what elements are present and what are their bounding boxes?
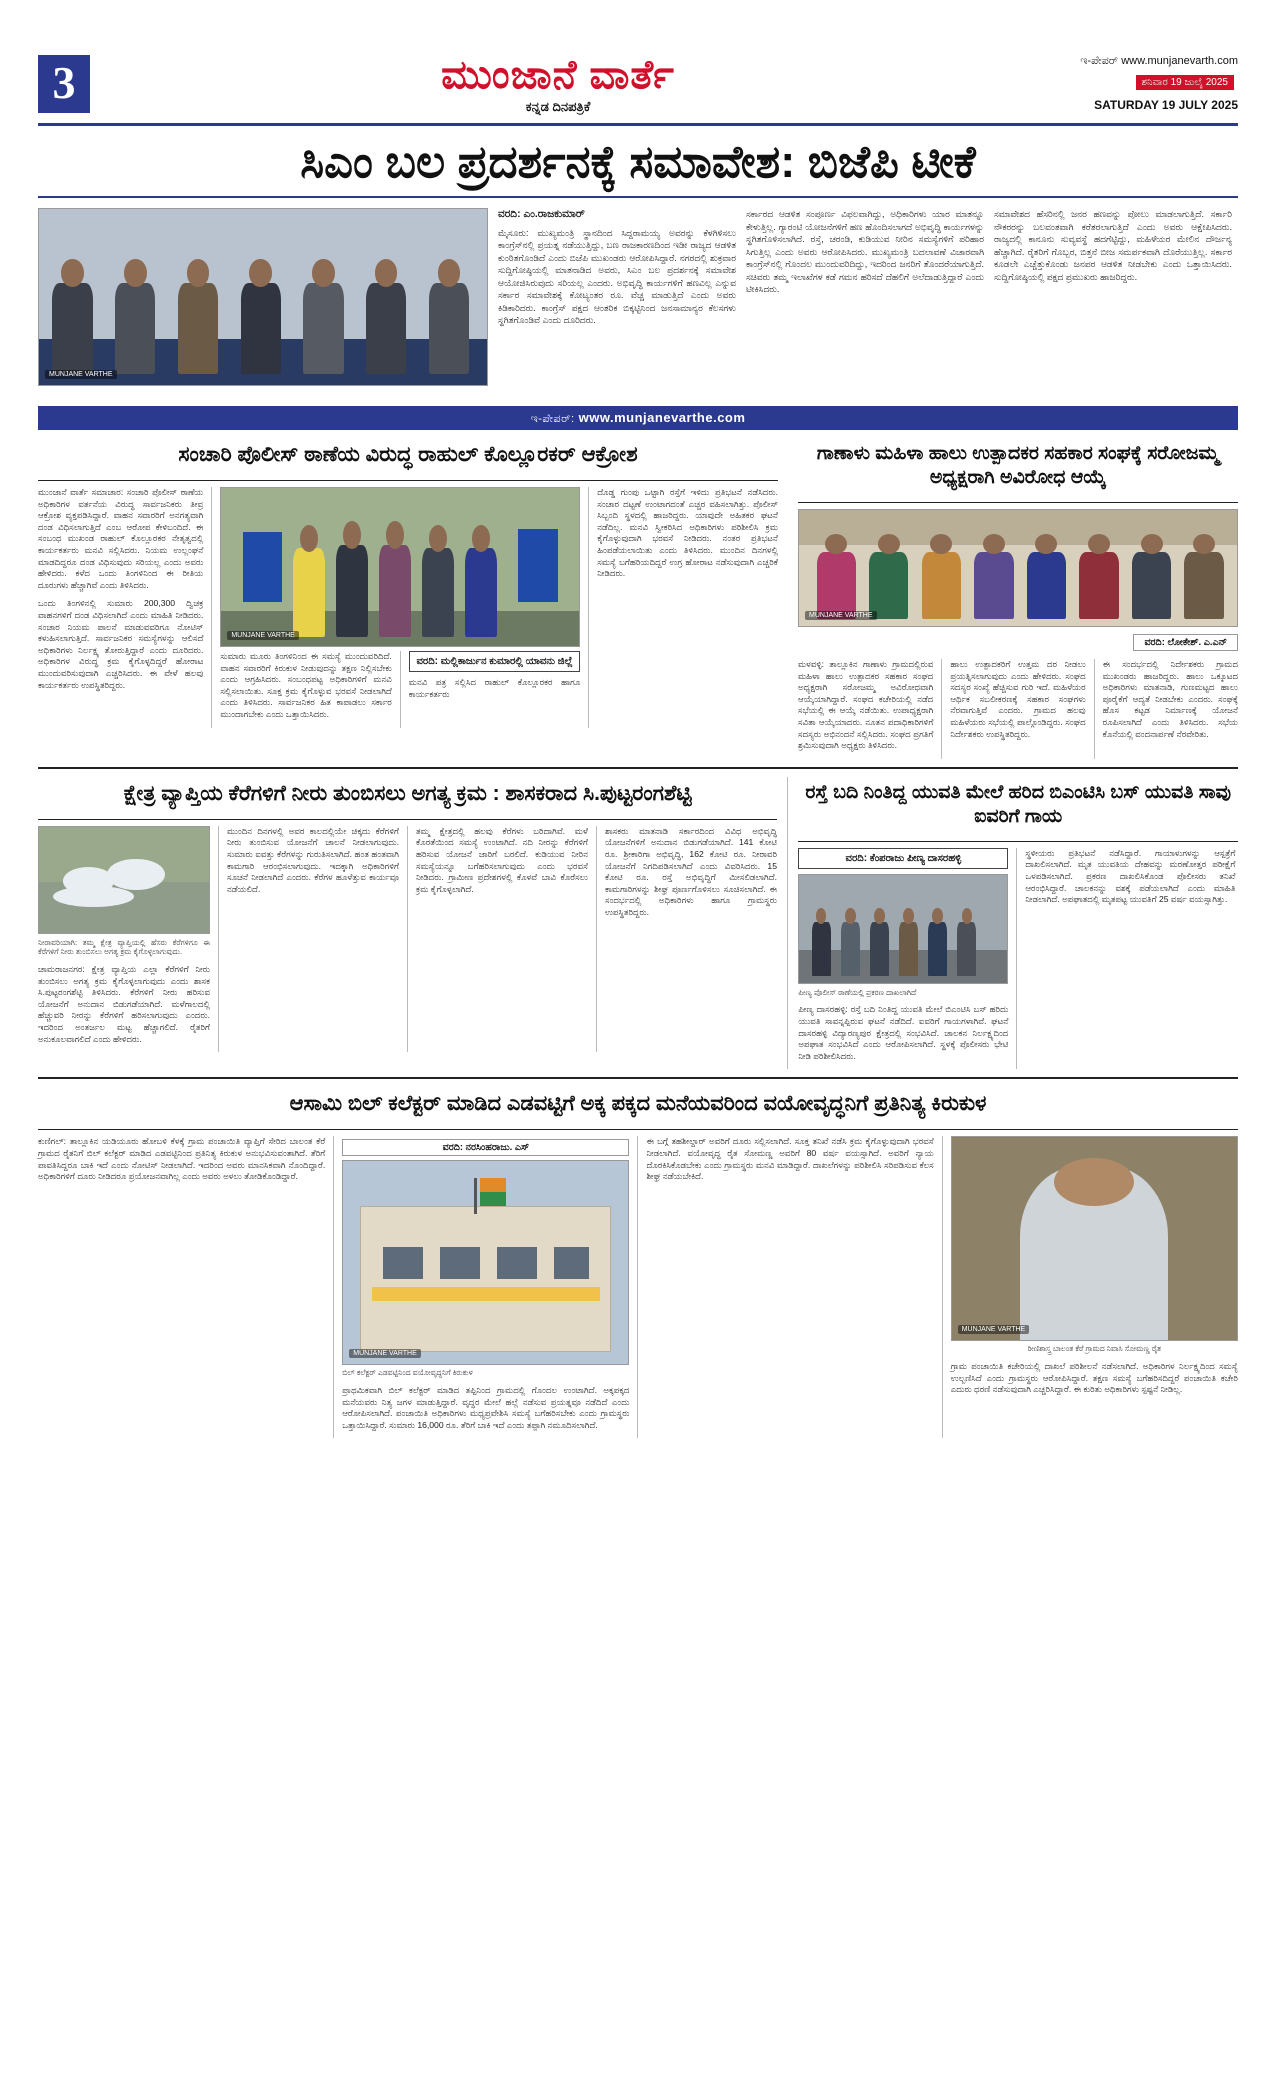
story6-col-3 <box>646 1136 933 1438</box>
photo-watermark: MUNJANE VARTHE <box>958 1325 1030 1334</box>
story4-photo <box>38 826 210 934</box>
story3-columns <box>798 659 1238 759</box>
story2-text-4: ದೊಡ್ಡ ಗುಂಪು ಒಟ್ಟಾಗಿ ರಸ್ತೆಗೆ ಇಳಿದು ಪ್ರತಿಭಟನೆ ನಡೆಸಿದರು. ಸಂಚಾರ ದಟ್ಟಣೆ ಉಂಟಾಗದಂತೆ ಎಚ್ಚರ ವಹಿಸಲಾಗಿತ್ತು. ಪೊಲೀಸ್ ಸಿಬ್ಬಂದಿ ಸ್ಥಳದಲ್ಲಿ ಹಾಜರಿದ್ದರು. ಯಾವುದೇ ಅಹಿತಕರ ಘಟನೆ ನಡೆದಿಲ್ಲ. ಮನವಿ ಸ್ವೀಕರಿಸಿದ ಅಧಿಕಾರಿಗಳು ಪರಿಶೀಲಿಸಿ ಕ್ರಮ ಕೈಗೊಳ್ಳುವುದಾಗಿ ಭರವಸೆ ನೀಡಿದರು. ನಂತರ ಪ್ರತಿಭಟನೆ ಹಿಂಪಡೆಯಲಾಯಿತು ಎಂದು ತಿಳಿಸಿದರು. ಮುಂದಿನ ದಿನಗಳಲ್ಲಿ ಸಮಸ್ಯೆ ಬಗೆಹರಿಯದಿದ್ದರೆ ಉಗ್ರ ಹೋರಾಟ ನಡೆಸುವುದಾಗಿ ಎಚ್ಚರಿಕೆ ನೀಡಿದರು. <box>597 487 779 579</box>
story5-text-1: ಪೀಣ್ಯ ದಾಸರಹಳ್ಳಿ: ರಸ್ತೆ ಬದಿ ನಿಂತಿದ್ದ ಯುವತಿ ಮೇಲೆ ಬಿಎಂಟಿಸಿ ಬಸ್ ಹರಿದು ಯುವತಿ ಸಾವನ್ನಪ್ಪಿರುವ ಘಟನೆ ನಡೆದಿದೆ. ಐವರಿಗೆ ಗಾಯಗಳಾಗಿವೆ. ಘಟನೆ ದಾಸರಹಳ್ಳಿ ವಿದ್ಯಾರಣ್ಯಪುರ ಕ್ಷೇತ್ರದಲ್ಲಿ ಸಂಭವಿಸಿದೆ. ಚಾಲಕನ ನಿರ್ಲಕ್ಷ್ಯದಿಂದ ಅಪಘಾತ ಸಂಭವಿಸಿದೆ ಎಂದು ಆರೋಪಿಸಲಾಗಿದೆ. ಸ್ಥಳಕ್ಕೆ ಪೊಲೀಸರು ಭೇಟಿ ನೀಡಿ ಪರಿಶೀಲಿಸಿದರು. <box>798 1004 1009 1061</box>
lead-rule <box>38 196 1238 198</box>
url-strip-label: ಇ-ಪೇಪರ್: <box>530 413 575 425</box>
story6-credit: ವರದಿ: ನರಸಿಂಹರಾಜು. ಎಸ್ <box>342 1139 629 1156</box>
story5-credit: ವರದಿ: ಕೆಂಪರಾಜು ಪೀಣ್ಯ ದಾಸರಹಳ್ಳಿ <box>798 848 1008 869</box>
story5-columns <box>798 848 1238 1070</box>
story6-col-1 <box>38 1136 325 1438</box>
story5-photo-caption: ಪೀಣ್ಯ ಪೊಲೀಸ್ ಠಾಣೆಯಲ್ಲಿ ಪ್ರಕರಣ ದಾಖಲಾಗಿದೆ <box>798 987 917 997</box>
story6-photo-caption-left: ಬಿಲ್ ಕಲೆಕ್ಟರ್ ಎಡವಟ್ಟಿನಿಂದ ವಯೋವೃದ್ಧನಿಗೆ ಕಿರುಕುಳ <box>342 1368 473 1378</box>
story3-col-1 <box>798 659 933 759</box>
publication-title: ಮುಂಜಾನೆ ವಾರ್ತೆ <box>441 53 675 97</box>
masthead-meta <box>908 55 1238 112</box>
newspaper-page <box>38 55 1238 2045</box>
story-milk-society <box>798 438 1238 759</box>
lead-story <box>38 208 1238 398</box>
story2-text-3: ಸುಮಾರು ಮೂರು ತಿಂಗಳಿನಿಂದ ಈ ಸಮಸ್ಯೆ ಮುಂದುವರಿದಿದೆ. ವಾಹನ ಸವಾರರಿಗೆ ಕಿರುಕುಳ ನೀಡುವುದನ್ನು ತಕ್ಷಣ ನಿಲ್ಲಿಸಬೇಕು ಎಂದು ಆಗ್ರಹಿಸಿದರು. ಸಂಬಂಧಪಟ್ಟ ಅಧಿಕಾರಿಗಳಿಗೆ ಮನವಿ ಸಲ್ಲಿಸಲಾಯಿತು. ಸೂಕ್ತ ಕ್ರಮ ಕೈಗೊಳ್ಳುವ ಭರವಸೆ ನೀಡಲಾಗಿದೆ ಎಂದು ತಿಳಿಸಿದರು. ಸಾರ್ವಜನಿಕರ ಹಿತ ಕಾಪಾಡಲು ಸರ್ಕಾರ ಮುಂದಾಗಬೇಕು ಎಂದು ಒತ್ತಾಯಿಸಿದರು. <box>220 651 392 719</box>
story5-col-2 <box>1025 848 1235 1070</box>
epaper-line <box>908 55 1238 68</box>
lead-column-2 <box>746 208 984 398</box>
story6-text-3: ಈ ಬಗ್ಗೆ ತಹಶೀಲ್ದಾರ್ ಅವರಿಗೆ ದೂರು ಸಲ್ಲಿಸಲಾಗಿದೆ. ಸೂಕ್ತ ತನಿಖೆ ನಡೆಸಿ ಕ್ರಮ ಕೈಗೊಳ್ಳುವುದಾಗಿ ಭರವಸೆ ನೀಡಲಾಗಿದೆ. ವಯೋವೃದ್ಧ ರೈತ ಸೋಮಣ್ಣ ಅವರಿಗೆ 80 ವರ್ಷ ವಯಸ್ಸಾಗಿದೆ. ಅವರಿಗೆ ನ್ಯಾಯ ದೊರಕಿಸಿಕೊಡಬೇಕು ಎಂದು ಗ್ರಾಮಸ್ಥರು ಮನವಿ ಮಾಡಿದ್ದಾರೆ. ದಾಖಲೆಗಳನ್ನು ಪರಿಶೀಲಿಸಿ ಸರಿಪಡಿಸುವ ಕೆಲಸ ಶೀಘ್ರ ನಡೆಯಬೇಕಿದೆ. <box>646 1136 934 1182</box>
story6-photo-building <box>342 1160 629 1365</box>
story4-col-3 <box>416 826 588 1052</box>
band-three <box>38 777 1238 1070</box>
story2-credit-col <box>409 651 581 728</box>
band-divider <box>38 767 1238 769</box>
story5-photo <box>798 874 1008 984</box>
masthead <box>38 55 1238 117</box>
divider <box>588 487 589 728</box>
publication-subtitle: ಕನ್ನಡ ದಿನಪತ್ರಿಕೆ <box>525 99 591 114</box>
story4-col-4 <box>605 826 777 1052</box>
date-kannada: ಶನಿವಾರ 19 ಜುಲೈ 2025 <box>1136 75 1234 90</box>
story6-text-1: ಕುಣಿಗಲ್: ತಾಲ್ಲೂಕಿನ ಯಡಿಯೂರು ಹೋಬಳಿ ಕೆಳಕ್ಕೆ ಗ್ರಾಮ ಪಂಚಾಯಿತಿ ವ್ಯಾಪ್ತಿಗೆ ಸೇರಿದ ಬಾಲಂತ ಕೆರೆ ಗ್ರಾಮದ ರೈತನಿಗೆ ಬಿಲ್ ಕಲೆಕ್ಟರ್ ಮಾಡಿದ ಎಡವಟ್ಟಿನಿಂದ ಪ್ರತಿನಿತ್ಯ ಕಿರುಕುಳ ಅನುಭವಿಸುವಂತಾಗಿದೆ. ತೆರಿಗೆ ಪಾವತಿಸಿದ್ದರೂ ಬಾಕಿ ಇದೆ ಎಂದು ನೋಟಿಸ್ ನೀಡಲಾಗಿದೆ. ಇದರಿಂದ ಅವರು ಮಾನಸಿಕವಾಗಿ ನೊಂದಿದ್ದಾರೆ. ಅಧಿಕಾರಿಗಳಿಗೆ ದೂರು ನೀಡಿದರೂ ಪ್ರಯೋಜನವಾಗಿಲ್ಲ ಎಂದು ಅವರು ಅಳಲು ತೋಡಿಕೊಂಡಿದ್ದಾರೆ. <box>38 1136 326 1182</box>
epaper-label: ಇ-ಪೇಪರ್ <box>1080 55 1119 67</box>
photo-watermark: MUNJANE VARTHE <box>227 631 299 640</box>
story3-rule <box>798 502 1238 503</box>
lead-column-3 <box>994 208 1232 398</box>
lead-column-1 <box>498 208 736 398</box>
story6-photo-block-left <box>342 1136 629 1438</box>
lead-photo <box>38 208 488 386</box>
story4-text-2: ಮುಂದಿನ ದಿನಗಳಲ್ಲಿ ಅವರ ಕಾಲದಲ್ಲಿಯೇ ಚಿಕ್ಕದು ಕೆರೆಗಳಿಗೆ ನೀರು ತುಂಬಿಸುವ ಯೋಜನೆಗೆ ಚಾಲನೆ ನೀಡಲಾಗುವುದು. ಸುಮಾರು ಐವತ್ತು ಕೆರೆಗಳನ್ನು ಗುರುತಿಸಲಾಗಿದೆ. ಹಂತ ಹಂತವಾಗಿ ಕಾಮಗಾರಿ ಆರಂಭಿಸಲಾಗುವುದು. ಇದಕ್ಕಾಗಿ ಅಧಿಕಾರಿಗಳಿಗೆ ಸೂಚನೆ ನೀಡಲಾಗಿದೆ ಎಂದರು. ಕೆರೆಗಳ ಹೂಳೆತ್ತುವ ಕಾರ್ಯವೂ ನಡೆಯಲಿದೆ. <box>227 825 399 894</box>
url-strip-url[interactable]: www.munjanevarthe.com <box>578 410 746 425</box>
story6-headline: ಆಸಾಮಿ ಬಿಲ್ ಕಲೆಕ್ಟರ್ ಮಾಡಿದ ಎಡವಟ್ಟಿಗೆ ಅಕ್ಕ ಪಕ್ಕದ ಮನೆಯವರಿಂದ ವಯೋವೃದ್ಧನಿಗೆ ಪ್ರತಿನಿತ್ಯ ಕಿರುಕುಳ <box>289 1092 987 1116</box>
story4-text-4: ಶಾಸಕರು ಮಾತನಾಡಿ ಸರ್ಕಾರದಿಂದ ವಿವಿಧ ಅಭಿವೃದ್ಧಿ ಯೋಜನೆಗಳಿಗೆ ಅನುದಾನ ಬಿಡುಗಡೆಯಾಗಿದೆ. 141 ಕೋಟಿ ರೂ. ಶ್ರೀಕಾರಿಗಾ ಅಭಿವೃದ್ಧಿ, 162 ಕೋಟಿ ರೂ. ನೀರಾವರಿ ಯೋಜನೆಗೆ ನಿಗದಿಪಡಿಸಲಾಗಿದೆ ಎಂದು ವಿವರಿಸಿದರು. 15 ಕೋಟಿ ರೂ. ರಸ್ತೆ ಅಭಿವೃದ್ಧಿಗೆ ಮೀಸಲಿಡಲಾಗಿದೆ. ಕಾಮಗಾರಿಗಳನ್ನು ಶೀಘ್ರ ಪೂರ್ಣಗೊಳಿಸಲು ಸೂಚಿಸಲಾಗಿದೆ. ಈ ಸಂದರ್ಭದಲ್ಲಿ ಅಧಿಕಾರಿಗಳು ಹಾಗೂ ಗ್ರಾಮಸ್ಥರು ಉಪಸ್ಥಿತರಿದ್ದರು. <box>605 825 777 917</box>
story3-text-2: ಹಾಲು ಉತ್ಪಾದಕರಿಗೆ ಉತ್ತಮ ದರ ನೀಡಲು ಪ್ರಯತ್ನಿಸಲಾಗುವುದು ಎಂದು ಹೇಳಿದರು. ಸಂಘದ ಸದಸ್ಯರ ಸಂಖ್ಯೆ ಹೆಚ್ಚಿಸುವ ಗುರಿ ಇದೆ. ಮಹಿಳೆಯರ ಆರ್ಥಿಕ ಸಬಲೀಕರಣಕ್ಕೆ ಸಹಕಾರ ಸಂಘಗಳು ನೆರವಾಗುತ್ತಿವೆ ಎಂದರು. ಗ್ರಾಮದ ಹಲವು ಮಹಿಳೆಯರು ಸಭೆಯಲ್ಲಿ ಪಾಲ್ಗೊಂಡಿದ್ದರು. ಸಂಘದ ನಿರ್ದೇಶಕರು ಉಪಸ್ಥಿತರಿದ್ದರು. <box>950 659 1086 739</box>
story5-text-2: ಸ್ಥಳೀಯರು ಪ್ರತಿಭಟನೆ ನಡೆಸಿದ್ದಾರೆ. ಗಾಯಾಳುಗಳನ್ನು ಆಸ್ಪತ್ರೆಗೆ ದಾಖಲಿಸಲಾಗಿದೆ. ಮೃತ ಯುವತಿಯ ದೇಹವನ್ನು ಮರಣೋತ್ತರ ಪರೀಕ್ಷೆಗೆ ಒಳಪಡಿಸಲಾಗಿದೆ. ಪ್ರಕರಣ ದಾಖಲಿಸಿಕೊಂಡ ಪೊಲೀಸರು ತನಿಖೆ ಆರಂಭಿಸಿದ್ದಾರೆ. ಚಾಲಕನನ್ನು ವಶಕ್ಕೆ ಪಡೆಯಲಾಗಿದೆ ಎಂದು ಮಾಹಿತಿ ನೀಡಲಾಗಿದೆ. ಅಪಘಾತದಲ್ಲಿ ಮೃತಪಟ್ಟ ಯುವತಿಗೆ 25 ವರ್ಷ ವಯಸ್ಸಾಗಿತ್ತು. <box>1025 847 1236 905</box>
story-lake-water <box>38 777 777 1070</box>
story4-headline: ಕ್ಷೇತ್ರ ವ್ಯಾಪ್ತಿಯ ಕೆರೆಗಳಿಗೆ ನೀರು ತುಂಬಿಸಲು ಅಗತ್ಯ ಕ್ರಮ : ಶಾಸಕರಾದ ಸಿ.ಪುಟ್ಟರಂಗಶೆಟ್ಟಿ <box>123 781 692 805</box>
story4-col-2 <box>227 826 399 1052</box>
lead-text-2: ಸರ್ಕಾರದ ಆಡಳಿತ ಸಂಪೂರ್ಣ ವಿಫಲವಾಗಿದ್ದು, ಅಧಿಕಾರಿಗಳು ಯಾರ ಮಾತನ್ನೂ ಕೇಳುತ್ತಿಲ್ಲ. ಗ್ಯಾರಂಟಿ ಯೋಜನೆಗಳಿಗೆ ಹಣ ಹೊಂದಿಸಲಾಗದೆ ಅಭಿವೃದ್ಧಿ ಕಾರ್ಯಗಳನ್ನು ಸ್ಥಗಿತಗೊಳಿಸಲಾಗಿದೆ. ರಸ್ತೆ, ಚರಂಡಿ, ಕುಡಿಯುವ ನೀರಿನ ಸಮಸ್ಯೆಗಳಿಗೆ ಪರಿಹಾರ ಸಿಗುತ್ತಿಲ್ಲ ಎಂದು ಅವರು ಆರೋಪಿಸಿದರು. ಮುಖ್ಯಮಂತ್ರಿ ಬದಲಾವಣೆ ವಿಚಾರವಾಗಿ ಕಾಂಗ್ರೆಸ್‌ನಲ್ಲಿ ಗೊಂದಲ ಮುಂದುವರಿದಿದ್ದು, ಇದರಿಂದ ಜನರಿಗೆ ತೊಂದರೆಯಾಗುತ್ತಿದೆ. ಸಚಿವರು ತಮ್ಮ ಇಲಾಖೆಗಳ ಕಡೆ ಗಮನ ಹರಿಸದೆ ದೆಹಲಿಗೆ ಅಲೆದಾಡುತ್ತಿದ್ದಾರೆ ಎಂದು ಟೀಕಿಸಿದರು. <box>746 209 984 294</box>
lead-text-3: ಸಮಾವೇಶದ ಹೆಸರಿನಲ್ಲಿ ಜನರ ಹಣವನ್ನು ಪೋಲು ಮಾಡಲಾಗುತ್ತಿದೆ. ಸರ್ಕಾರಿ ನೌಕರರನ್ನು ಬಲವಂತವಾಗಿ ಕರೆತರಲಾಗುತ್ತಿದೆ ಎಂದು ಅವರು ಆಕ್ಷೇಪಿಸಿದರು. ರಾಜ್ಯದಲ್ಲಿ ಕಾನೂನು ಸುವ್ಯವಸ್ಥೆ ಹದಗೆಟ್ಟಿದ್ದು, ಮಹಿಳೆಯರ ಮೇಲಿನ ದೌರ್ಜನ್ಯ ಹೆಚ್ಚಾಗಿದೆ. ರೈತರಿಗೆ ಗೊಬ್ಬರ, ಬಿತ್ತನೆ ಬೀಜ ಸಮರ್ಪಕವಾಗಿ ದೊರೆಯುತ್ತಿಲ್ಲ. ಸರ್ಕಾರ ಕೂಡಲೇ ಎಚ್ಚೆತ್ತುಕೊಂಡು ಜನಪರ ಆಡಳಿತ ನೀಡಬೇಕು ಎಂದು ಒತ್ತಾಯಿಸಿದರು. ಸುದ್ದಿಗೋಷ್ಠಿಯಲ್ಲಿ ಪಕ್ಷದ ಪ್ರಮುಖರು ಹಾಜರಿದ್ದರು. <box>994 209 1232 282</box>
story3-text-1: ಮಳವಳ್ಳಿ: ತಾಲ್ಲೂಕಿನ ಗಾಣಾಳು ಗ್ರಾಮದಲ್ಲಿರುವ ಮಹಿಳಾ ಹಾಲು ಉತ್ಪಾದಕರ ಸಹಕಾರ ಸಂಘದ ಅಧ್ಯಕ್ಷರಾಗಿ ಸರೋಜಮ್ಮ ಅವಿರೋಧವಾಗಿ ಆಯ್ಕೆಯಾಗಿದ್ದಾರೆ. ಸಂಘದ ಕಚೇರಿಯಲ್ಲಿ ನಡೆದ ಸಭೆಯಲ್ಲಿ ಈ ಆಯ್ಕೆ ನಡೆಯಿತು. ಉಪಾಧ್ಯಕ್ಷರಾಗಿ ಸವಿತಾ ಆಯ್ಕೆಯಾದರು. ನೂತನ ಪದಾಧಿಕಾರಿಗಳಿಗೆ ಸದಸ್ಯರು ಅಭಿನಂದನೆ ಸಲ್ಲಿಸಿದರು. ಸಂಘದ ಪ್ರಗತಿಗೆ ಶ್ರಮಿಸುವುದಾಗಿ ಅಧ್ಯಕ್ಷರು ತಿಳಿಸಿದರು. <box>798 659 934 751</box>
epaper-url-strip[interactable] <box>38 406 1238 430</box>
story4-text-1: ಚಾಮರಾಜನಗರ: ಕ್ಷೇತ್ರ ವ್ಯಾಪ್ತಿಯ ಎಲ್ಲಾ ಕೆರೆಗಳಿಗೆ ನೀರು ತುಂಬಿಸಲು ಅಗತ್ಯ ಕ್ರಮ ಕೈಗೊಳ್ಳಲಾಗುವುದು ಎಂದು ಶಾಸಕ ಸಿ.ಪುಟ್ಟರಂಗಶೆಟ್ಟಿ ತಿಳಿಸಿದರು. ಕೆರೆಗಳಿಗೆ ನೀರು ಹರಿಸುವ ಯೋಜನೆಗೆ ಅನುದಾನ ಬಿಡುಗಡೆಯಾಗಿದೆ. ಮಳೆಗಾಲದಲ್ಲಿ ಹೆಚ್ಚುವರಿ ನೀರನ್ನು ಕೆರೆಗಳಿಗೆ ಹರಿಸಲಾಗುವುದು ಎಂದರು. ಇದರಿಂದ ಅಂತರ್ಜಲ ಮಟ್ಟ ಹೆಚ್ಚಾಗಲಿದೆ. ರೈತರಿಗೆ ಅನುಕೂಲವಾಗಲಿದೆ ಎಂದು ಹೇಳಿದರು. <box>38 963 210 1044</box>
lead-byline: ವರದಿ: ಎಂ.ರಾಜಕುಮಾರ್ <box>498 208 585 220</box>
lead-text-1: ಮೈಸೂರು: ಮುಖ್ಯಮಂತ್ರಿ ಸ್ಥಾನದಿಂದ ಸಿದ್ದರಾಮಯ್ಯ ಅವರನ್ನು ಕೆಳಗಿಳಿಸಲು ಕಾಂಗ್ರೆಸ್‌ನಲ್ಲಿ ಪ್ರಯತ್ನ ನಡೆಯುತ್ತಿದ್ದು, ಬಣ ರಾಜಕಾರಣದಿಂದ ಇಡೀ ರಾಜ್ಯದ ಆಡಳಿತ ಕುಂಠಿತಗೊಂಡಿದೆ ಎಂದು ಬಿಜೆಪಿ ಮುಖಂಡರು ಆರೋಪಿಸಿದ್ದಾರೆ. ನಗರದಲ್ಲಿ ಶುಕ್ರವಾರ ಸುದ್ದಿಗೋಷ್ಠಿಯಲ್ಲಿ ಮಾತನಾಡಿದ ಅವರು, ಸಿಎಂ ಬಲ ಪ್ರದರ್ಶನಕ್ಕೆ ಸಮಾವೇಶ ಆಯೋಜಿಸಿರುವುದು ಸರಿಯಲ್ಲ ಎಂದರು. ಅಭಿವೃದ್ಧಿ ಕಾರ್ಯಗಳಿಗೆ ಹಣವಿಲ್ಲ ಎನ್ನುವ ಸರ್ಕಾರ ಸಮಾವೇಶಕ್ಕೆ ಕೋಟ್ಯಂತರ ರೂ. ವೆಚ್ಚ ಮಾಡುತ್ತಿದೆ ಎಂದು ಅವರು ಕಿಡಿಕಾರಿದರು. ಕಾಂಗ್ರೆಸ್ ಪಕ್ಷದ ಆಂತರಿಕ ಬಿಕ್ಕಟ್ಟಿನಿಂದ ಜನಸಾಮಾನ್ಯರ ಕೆಲಸಗಳು ಸ್ಥಗಿತಗೊಂಡಿವೆ ಎಂದು ದೂರಿದರು. <box>498 227 736 325</box>
band-two <box>38 438 1238 759</box>
story6-columns <box>38 1136 1238 1438</box>
story6-text-4: ಗ್ರಾಮ ಪಂಚಾಯಿತಿ ಕಚೇರಿಯಲ್ಲಿ ದಾಖಲೆ ಪರಿಶೀಲನೆ ನಡೆಸಲಾಗಿದೆ. ಅಧಿಕಾರಿಗಳ ನಿರ್ಲಕ್ಷ್ಯದಿಂದ ಸಮಸ್ಯೆ ಉಲ್ಬಣಿಸಿದೆ ಎಂದು ಗ್ರಾಮಸ್ಥರು ಆರೋಪಿಸಿದ್ದಾರೆ. ತಕ್ಷಣ ಸಮಸ್ಯೆ ಬಗೆಹರಿಸದಿದ್ದರೆ ಪಂಚಾಯಿತಿ ಕಚೇರಿ ಎದುರು ಧರಣಿ ನಡೆಸುವುದಾಗಿ ಎಚ್ಚರಿಸಿದ್ದಾರೆ. ಈ ಕುರಿತು ಅಧಿಕಾರಿಗಳು ಸ್ಪಷ್ಟನೆ ನೀಡಿಲ್ಲ. <box>950 1360 1238 1395</box>
divider <box>787 777 788 1070</box>
story2-photo-caption: ಮನವಿ ಪತ್ರ ಸಲ್ಲಿಸಿದ ರಾಹುಲ್ ಕೊಲ್ಲೂರಕರ ಹಾಗೂ ಕಾರ್ಯಕರ್ತರು <box>408 677 581 699</box>
story5-col-1 <box>798 848 1008 1070</box>
story6-photo-person <box>951 1136 1238 1341</box>
story2-col-4 <box>597 487 778 728</box>
story2-photo <box>220 487 580 647</box>
website-url[interactable]: www.munjanevarth.com <box>1121 55 1238 67</box>
story5-headline: ರಸ್ತೆ ಬದಿ ನಿಂತಿದ್ದ ಯುವತಿ ಮೇಲೆ ಹರಿದ ಬಿಎಂಟಿಸಿ ಬಸ್ ಯುವತಿ ಸಾವು ಐವರಿಗೆ ಗಾಯ <box>805 781 1232 827</box>
story2-headline: ಸಂಚಾರಿ ಪೊಲೀಸ್ ಠಾಣೆಯ ವಿರುದ್ಧ ರಾಹುಲ್ ಕೊಲ್ಲೂರಕರ್ ಆಕ್ರೋಶ <box>178 443 638 466</box>
divider <box>211 487 212 728</box>
story2-text-1: ಮುಂಜಾನೆ ವಾರ್ತೆ ಸಮಾಚಾರ: ಸಂಚಾರಿ ಪೊಲೀಸ್ ಠಾಣೆಯ ಅಧಿಕಾರಿಗಳ ವರ್ತನೆಯ ವಿರುದ್ಧ ಸಾರ್ವಜನಿಕರು ತೀವ್ರ ಆಕ್ರೋಶ ವ್ಯಕ್ತಪಡಿಸಿದ್ದಾರೆ. ವಾಹನ ಸವಾರರಿಗೆ ಅನಗತ್ಯವಾಗಿ ದಂಡ ವಿಧಿಸಲಾಗುತ್ತಿದೆ ಎಂಬ ಆರೋಪ ಕೇಳಿಬಂದಿದೆ. ಈ ಸಂಬಂಧ ಮುಖಂಡ ರಾಹುಲ್ ಕೊಲ್ಲೂರಕರ ನೇತೃತ್ವದಲ್ಲಿ ಕಾರ್ಯಕರ್ತರು ಮನವಿ ಸಲ್ಲಿಸಿದರು. ನಿಯಮ ಉಲ್ಲಂಘನೆ ಮಾಡದಿದ್ದರೂ ದಂಡ ವಿಧಿಸುವುದು ಸರಿಯಲ್ಲ ಎಂದು ಅವರು ಹೇಳಿದರು. ಕಳೆದ ಒಂದು ತಿಂಗಳಿನಿಂದ ಈ ರೀತಿಯ ದೂರುಗಳು ಹೆಚ್ಚಾಗಿವೆ ಎಂದು ತಿಳಿಸಿದರು. <box>38 487 204 590</box>
page-number: 3 <box>38 55 90 113</box>
story2-rule <box>38 480 778 481</box>
story2-col-2 <box>220 651 392 728</box>
story-traffic-police <box>38 438 778 759</box>
story6-rule <box>38 1129 1238 1130</box>
story2-photo-block <box>220 487 580 728</box>
story3-headline: ಗಾಣಾಳು ಮಹಿಳಾ ಹಾಲು ಉತ್ಪಾದಕರ ಸಹಕಾರ ಸಂಘಕ್ಕೆ ಸರೋಜಮ್ಮ ಅಧ್ಯಕ್ಷರಾಗಿ ಅವಿರೋಧ ಆಯ್ಕೆ <box>816 443 1220 488</box>
story-bill-collector <box>38 1087 1238 1438</box>
story3-col-2 <box>950 659 1085 759</box>
story3-photo <box>798 509 1238 627</box>
story2-credit: ವರದಿ: ಮಲ್ಲಿಕಾರ್ಜುನ ಕುಮಾರಲ್ಲಿ ಯಾವನು ಜಿಲ್ಲೆ <box>409 651 581 672</box>
story-bus-accident <box>798 777 1238 1070</box>
story3-text-3: ಈ ಸಂದರ್ಭದಲ್ಲಿ ನಿರ್ದೇಶಕರು ಗ್ರಾಮದ ಮುಖಂಡರು ಹಾಜರಿದ್ದರು. ಹಾಲು ಒಕ್ಕೂಟದ ಅಧಿಕಾರಿಗಳು ಮಾತನಾಡಿ, ಗುಣಮಟ್ಟದ ಹಾಲು ಪೂರೈಕೆಗೆ ಆದ್ಯತೆ ನೀಡಬೇಕು ಎಂದರು. ಸಂಘಕ್ಕೆ ಹೊಸ ಕಟ್ಟಡ ನಿರ್ಮಾಣಕ್ಕೆ ಯೋಜನೆ ರೂಪಿಸಲಾಗಿದೆ ಎಂದು ತಿಳಿಸಿದರು. ಸಭೆಯ ಕೊನೆಯಲ್ಲಿ ವಂದನಾರ್ಪಣೆ ನೆರವೇರಿತು. <box>1102 659 1239 739</box>
photo-watermark: MUNJANE VARTHE <box>805 611 877 620</box>
masthead-title-block <box>368 53 748 115</box>
story3-col-3 <box>1103 659 1238 759</box>
photo-watermark: MUNJANE VARTHE <box>349 1349 421 1358</box>
story4-photo-caption: ನೀರಾವರಿಯಾಗಿ: ತಮ್ಮ ಕ್ಷೇತ್ರ ವ್ಯಾಪ್ತಿಯಲ್ಲಿ ಹೆಸರು ಕೆರೆಗಳಿಗೂ ಈ ಕೆರೆಗಳಿಗೆ ನೀರು ತುಂಬಿಸಲು ಅಗತ್ಯ ಕ್ರಮ ಕೈಗೊಳ್ಳಲಾಗುವುದು. <box>38 937 210 957</box>
story4-col-1 <box>38 826 210 1052</box>
story4-rule <box>38 819 777 820</box>
story6-photo-block-right <box>951 1136 1238 1438</box>
story2-columns <box>38 487 778 728</box>
photo-watermark: MUNJANE VARTHE <box>45 370 117 379</box>
story6-photo-caption-right: ರೀಣಿಶಾಸ್ತ್ರ ಬಾಲಂತ ಕೆರೆ ಗ್ರಾಮದ ನಿವಾಸಿ ಸೋಮಣ್ಣ ರೈತ <box>1027 1344 1162 1354</box>
story2-col-1 <box>38 487 203 728</box>
story4-text-3: ತಮ್ಮ ಕ್ಷೇತ್ರದಲ್ಲಿ ಹಲವು ಕೆರೆಗಳು ಬರಿದಾಗಿವೆ. ಮಳೆ ಕೊರತೆಯಿಂದ ಸಮಸ್ಯೆ ಉಂಟಾಗಿದೆ. ನದಿ ನೀರನ್ನು ಕೆರೆಗಳಿಗೆ ಹರಿಸುವ ಯೋಜನೆ ಜಾರಿಗೆ ಬರಲಿದೆ. ಕುಡಿಯುವ ನೀರಿನ ಸಮಸ್ಯೆಯನ್ನೂ ಬಗೆಹರಿಸಲಾಗುವುದು ಎಂದು ಭರವಸೆ ನೀಡಿದರು. ಗ್ರಾಮೀಣ ಪ್ರದೇಶಗಳಲ್ಲಿ ಕೊಳವೆ ಬಾವಿ ಕೊರೆಸಲು ಕ್ರಮ ಕೈಗೊಳ್ಳಲಾಗಿದೆ. <box>416 825 588 894</box>
band-divider <box>38 1077 1238 1079</box>
date-english: SATURDAY 19 JULY 2025 <box>1094 98 1238 112</box>
story4-columns <box>38 826 777 1052</box>
story6-text-2: ಪ್ರಾಥಮಿಕವಾಗಿ ಬಿಲ್ ಕಲೆಕ್ಟರ್ ಮಾಡಿದ ತಪ್ಪಿನಿಂದ ಗ್ರಾಮದಲ್ಲಿ ಗೊಂದಲ ಉಂಟಾಗಿದೆ. ಅಕ್ಕಪಕ್ಕದ ಮನೆಯವರು ನಿತ್ಯ ಜಗಳ ಮಾಡುತ್ತಿದ್ದಾರೆ. ವೃದ್ಧರ ಮೇಲೆ ಹಲ್ಲೆ ನಡೆಸುವ ಪ್ರಯತ್ನವೂ ನಡೆದಿದೆ ಎಂದು ಆರೋಪಿಸಲಾಗಿದೆ. ಪಂಚಾಯಿತಿ ಅಧಿಕಾರಿಗಳು ಮಧ್ಯಪ್ರವೇಶಿಸಿ ಸಮಸ್ಯೆ ಬಗೆಹರಿಸಬೇಕು ಎಂದು ಗ್ರಾಮಸ್ಥರು ಒತ್ತಾಯಿಸಿದ್ದಾರೆ. ಸುಮಾರು 16,000 ರೂ. ತೆರಿಗೆ ಬಾಕಿ ಇದೆ ಎಂದು ತಪ್ಪಾಗಿ ನಮೂದಿಸಲಾಗಿದೆ. <box>342 1384 630 1430</box>
story3-credit: ವರದಿ: ಲೋಕೇಶ್. ಎ.ಎನ್ <box>1133 634 1238 651</box>
story5-rule <box>798 841 1238 842</box>
lead-headline: ಸಿಎಂ ಬಲ ಪ್ರದರ್ಶನಕ್ಕೆ ಸಮಾವೇಶ: ಬಿಜೆಪಿ ಟೀಕೆ <box>300 136 976 187</box>
story2-text-2: ಒಂದು ತಿಂಗಳಿನಲ್ಲಿ ಸುಮಾರು 200,300 ದ್ವಿಚಕ್ರ ವಾಹನಗಳಿಗೆ ದಂಡ ವಿಧಿಸಲಾಗಿದೆ ಎಂದು ಮಾಹಿತಿ ನೀಡಿದರು. ಸಂಚಾರ ನಿಯಮ ಪಾಲನೆ ಮಾಡುವವರಿಗೂ ನೋಟಿಸ್ ಕಳುಹಿಸಲಾಗುತ್ತಿದೆ. ಸಾರ್ವಜನಿಕರ ಸಮಸ್ಯೆಗಳನ್ನು ಆಲಿಸದೆ ಅಧಿಕಾರಿಗಳು ನಿರ್ಲಕ್ಷ್ಯ ತೋರುತ್ತಿದ್ದಾರೆ ಎಂದು ದೂರಿದರು. ಅಧಿಕಾರಿಗಳ ವಿರುದ್ಧ ಕ್ರಮ ಕೈಗೊಳ್ಳದಿದ್ದರೆ ಹೋರಾಟ ಮುಂದುವರಿಸುವುದಾಗಿ ಎಚ್ಚರಿಸಿದರು. ಈ ವೇಳೆ ಹಲವು ಕಾರ್ಯಕರ್ತರು ಉಪಸ್ಥಿತರಿದ್ದರು. <box>38 598 204 690</box>
